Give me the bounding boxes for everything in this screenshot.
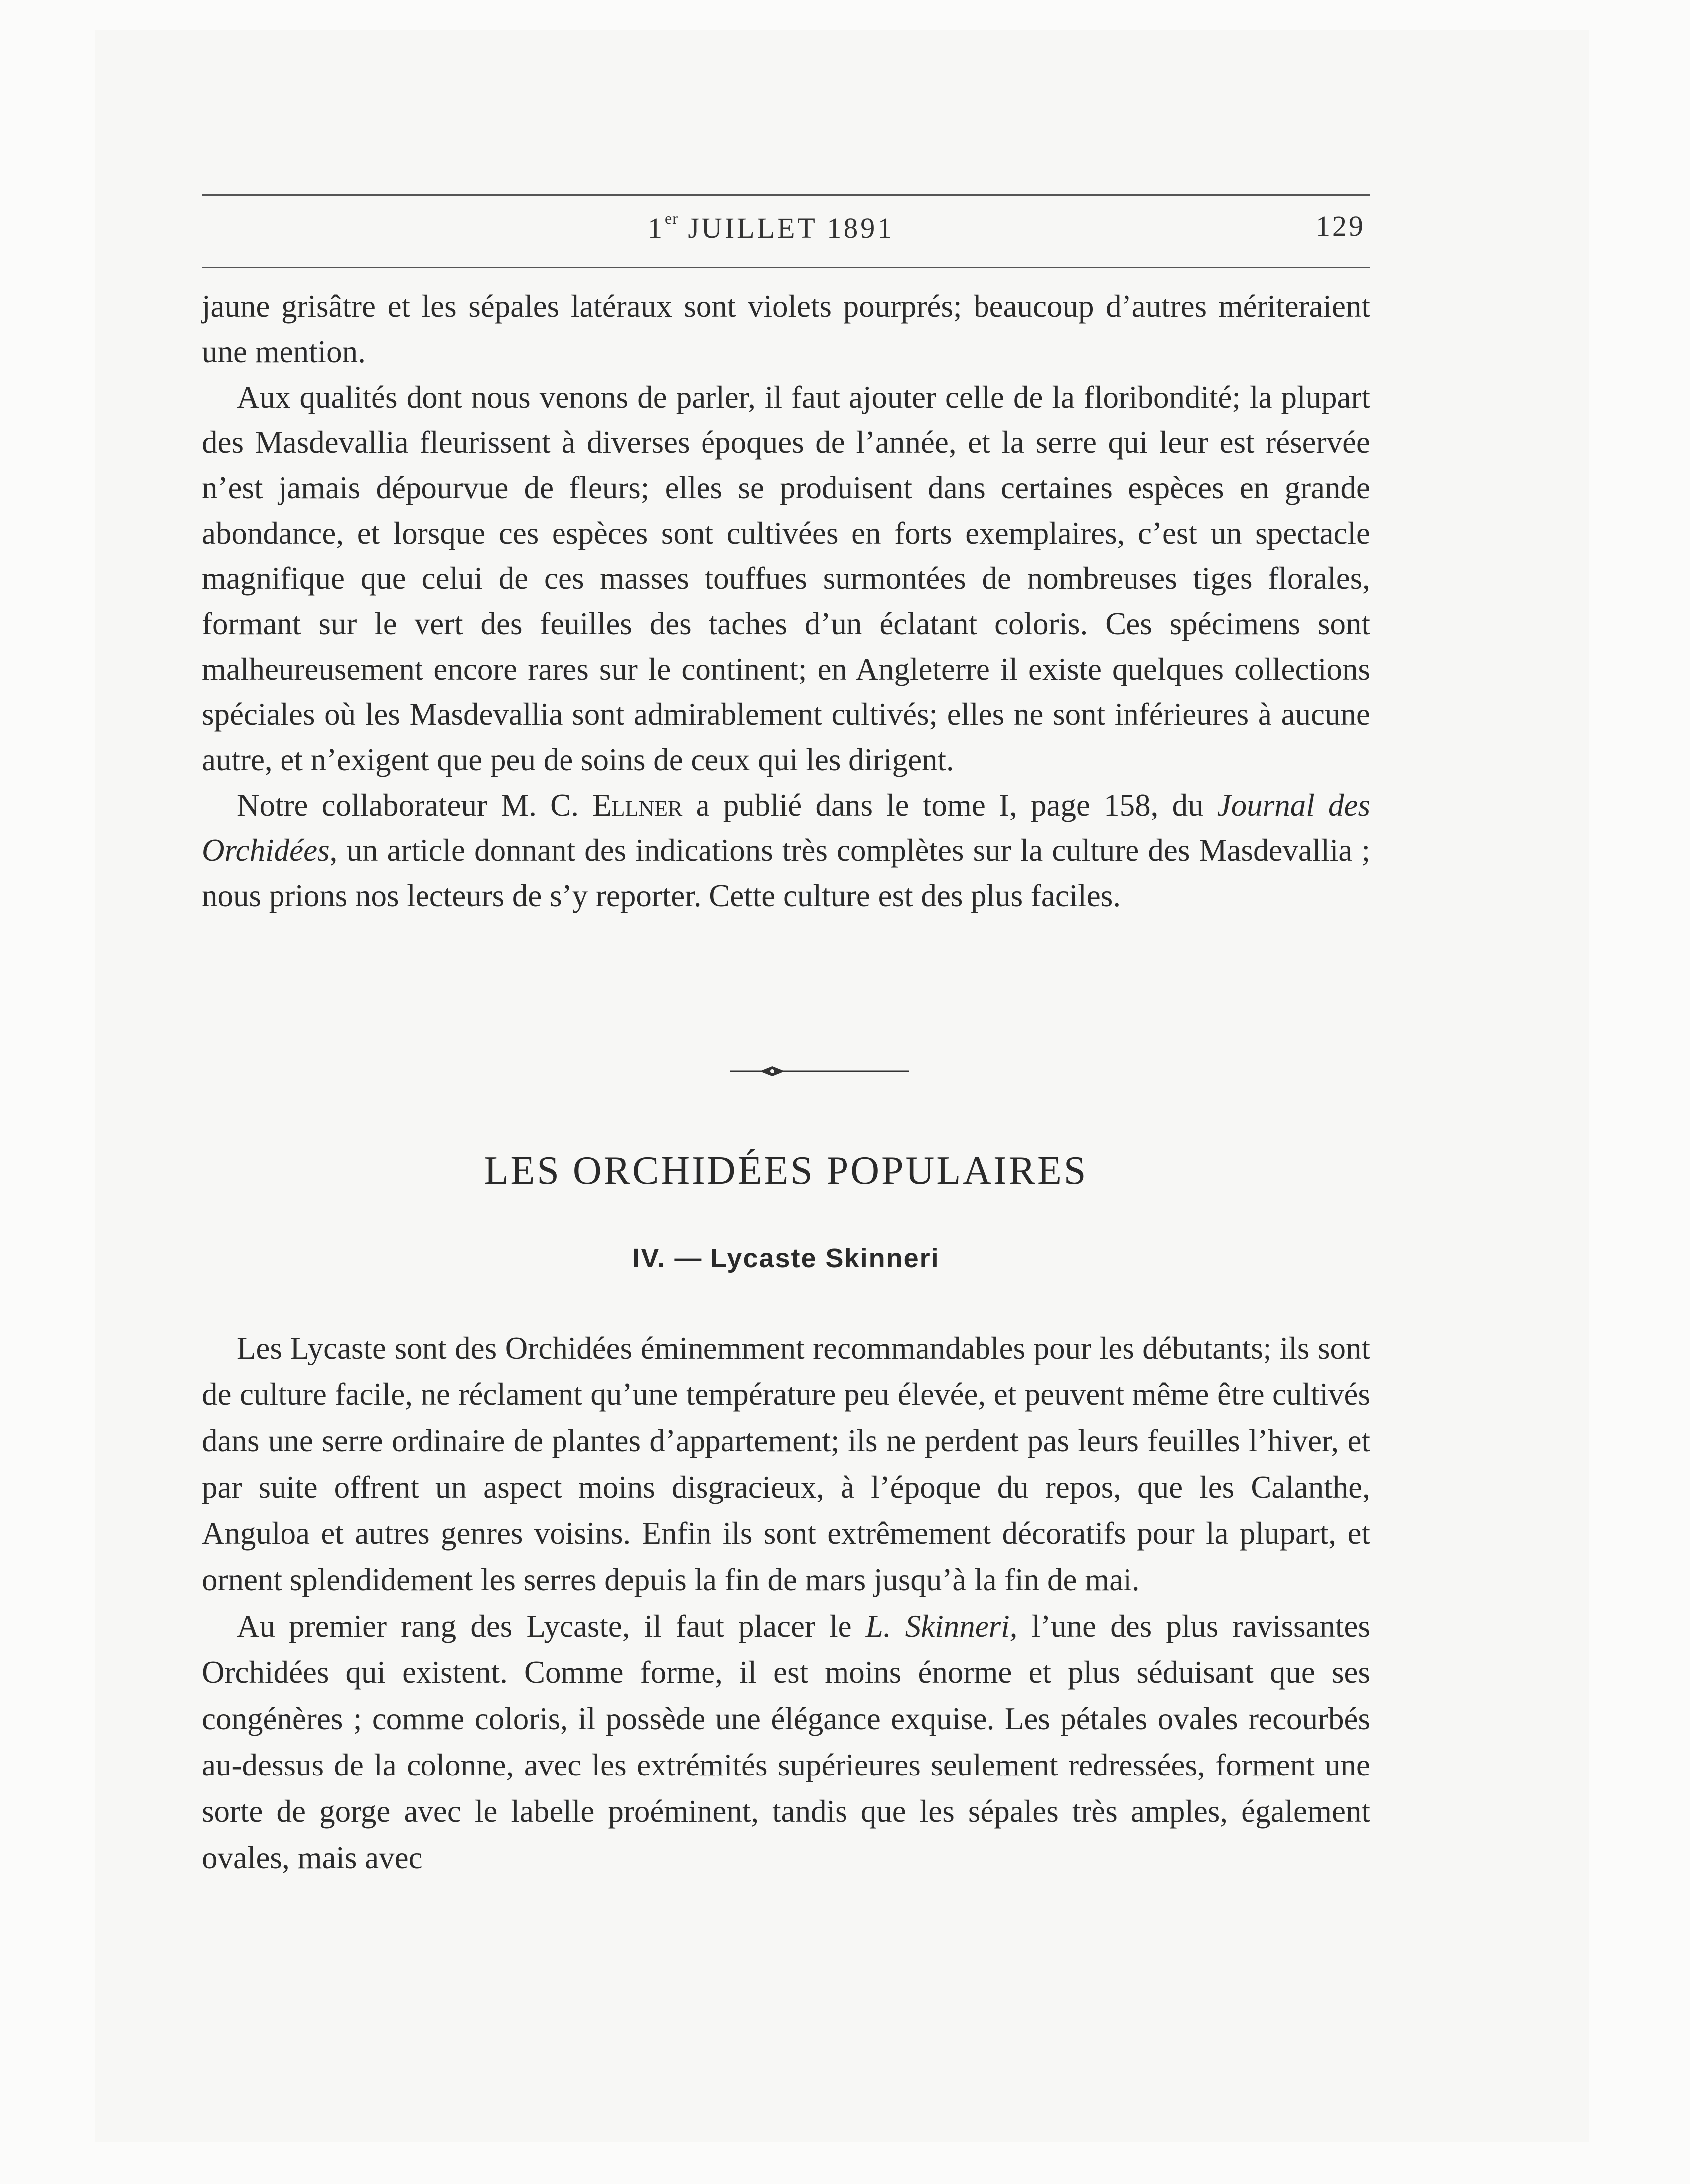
section-divider-ornament xyxy=(730,1064,909,1079)
article-body xyxy=(202,1325,1370,1881)
paragraph-5-end: l’une des plus ravissantes Orchidées qui existent. Comme forme, il est moins énorme et plus séduisant que ses congénères ; comme coloris, il possède une élégance exquise. Les pétales ovales recourbés au-dessus de la colonne, avec les extrémités supérieures seulement redressées, forment une sorte de gorge avec le labelle proéminent, tandis que les sépales très amples, également ovales, mais avec xyxy=(202,1609,1370,1875)
paragraph-3 xyxy=(202,783,1370,919)
issue-month-year: JUILLET 1891 xyxy=(688,212,895,244)
issue-day: 1 xyxy=(648,212,665,244)
paragraph-5 xyxy=(202,1603,1370,1881)
paragraph-4: Les Lycaste sont des Orchidées éminemment recommandables pour les débutants; ils sont de culture facile, ne réclament qu’une température peu élevée, et peuvent même être cultivés dans une serre ordinaire de plantes d’appartement; ils ne perdent pas leurs feuilles l’hiver, et par suite offrent un aspect moins disgracieux, à l’époque du repos, que les Calanthe, Anguloa et autres genres voisins. Enfin ils sont extrêmement décoratifs pour la plupart, et ornent splendidement les serres depuis la fin de mars jusqu’à la fin de mai. xyxy=(202,1331,1370,1597)
issue-date xyxy=(648,209,894,245)
paragraph-3-mid: a publié dans le tome I, page 158, du xyxy=(682,788,1217,822)
author-name: Ellner xyxy=(592,788,683,822)
running-header xyxy=(202,209,1370,249)
section-subtitle: IV. — Lycaste Skinneri xyxy=(632,1243,940,1273)
paragraph-5-start: Au premier rang des Lycaste, il faut placer le xyxy=(237,1609,866,1643)
section-title: LES ORCHIDÉES POPULAIRES xyxy=(484,1149,1088,1193)
article-continuation xyxy=(202,284,1370,919)
page-number: 129 xyxy=(1316,210,1365,242)
species-name: L. Skinneri, xyxy=(865,1609,1018,1643)
paragraph-2: Aux qualités dont nous venons de parler, il faut ajouter celle de la floribondité; la plupart des Masdevallia fleurissent à diverses époques de l’année, et la serre qui leur est réservée n’est jamais dépourvue de fleurs; elles se produisent dans certaines espèces en grande abondance, et lorsque ces espèces sont cultivées en forts exemplaires, c’est un spectacle magnifique que celui de ces masses touffues surmontées de nombreuses tiges florales, formant sur le vert des feuilles des taches d’un éclatant coloris. Ces spécimens sont malheureusement encore rares sur le continent; en Angleterre il existe quelques collections spéciales où les Masdevallia sont admirablement cultivés; elles ne sont inférieures à aucune autre, et n’exigent que peu de soins de ceux qui les dirigent. xyxy=(202,380,1370,777)
paragraph-3-end: , un article donnant des indications très complètes sur la culture des Masdevallia ; nous prions nos lecteurs de s’y reporter. Cette culture est des plus faciles. xyxy=(202,833,1370,913)
header-bottom-rule xyxy=(202,267,1370,268)
paragraph-3-start: Notre collaborateur M. C. xyxy=(237,788,593,822)
journal-title: Journal des Orchidées xyxy=(202,788,1370,868)
header-top-rule xyxy=(202,194,1370,196)
issue-day-suffix: er xyxy=(665,209,678,227)
paragraph-1: jaune grisâtre et les sépales latéraux sont violets pourprés; beaucoup d’autres mériteraient une mention. xyxy=(202,289,1370,369)
